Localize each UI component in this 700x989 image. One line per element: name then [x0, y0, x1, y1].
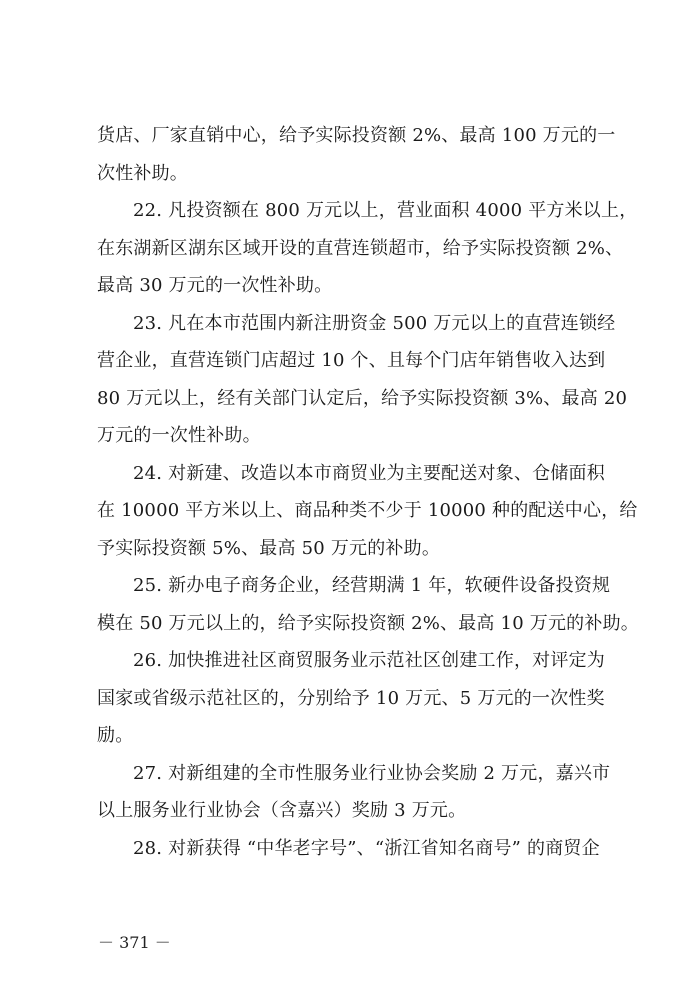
text-line: 25. 新办电子商务企业，经营期满 1 年，软硬件设备投资规	[133, 575, 611, 596]
text-line: 23. 凡在本市范围内新注册资金 500 万元以上的直营连锁经	[133, 313, 616, 334]
page-number: － 371 －	[98, 933, 171, 952]
text-line: 27. 对新组建的全市性服务业行业协会奖励 2 万元，嘉兴市	[133, 763, 611, 784]
text-line: 最高 30 万元的一次性补助。	[97, 275, 333, 296]
text-line: 28. 对新获得 “中华老字号”、“浙江省知名商号” 的商贸企	[133, 838, 600, 859]
text-line: 模在 50 万元以上的，给予实际投资额 2%、最高 10 万元的补助。	[97, 613, 639, 634]
text-line: 国家或省级示范社区的，分别给予 10 万元、5 万元的一次性奖	[97, 688, 605, 709]
text-line: 励。	[97, 725, 134, 746]
text-line: 万元的一次性补助。	[97, 425, 261, 446]
text-line: 在 10000 平方米以上、商品种类不少于 10000 种的配送中心，给	[97, 500, 638, 521]
text-line: 货店、厂家直销中心，给予实际投资额 2%、最高 100 万元的一	[97, 125, 616, 146]
text-line: 26. 加快推进社区商贸服务业示范社区创建工作，对评定为	[133, 650, 605, 671]
text-line: 营企业，直营连锁门店超过 10 个、且每个门店年销售收入达到	[97, 350, 606, 371]
text-line: 80 万元以上，经有关部门认定后，给予实际投资额 3%、最高 20	[97, 388, 628, 409]
text-line: 22. 凡投资额在 800 万元以上，营业面积 4000 平方米以上，	[133, 200, 638, 221]
text-line: 以上服务业行业协会（含嘉兴）奖励 3 万元。	[97, 800, 467, 821]
text-line: 在东湖新区湖东区域开设的直营连锁超市，给予实际投资额 2%、	[97, 238, 624, 259]
text-line: 予实际投资额 5%、最高 50 万元的补助。	[97, 538, 441, 559]
text-line: 24. 对新建、改造以本市商贸业为主要配送对象、仓储面积	[133, 463, 605, 484]
text-line: 次性补助。	[97, 163, 188, 184]
